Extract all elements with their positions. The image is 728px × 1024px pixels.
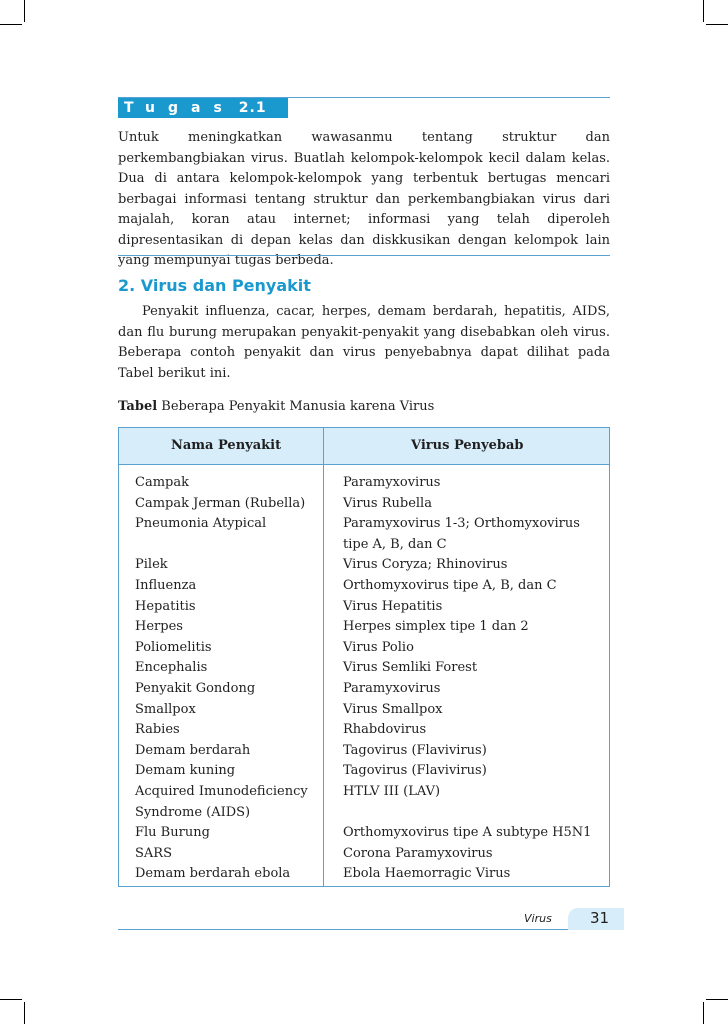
cell-disease: Poliomelitis: [135, 639, 212, 655]
tugas-header: [118, 97, 610, 118]
cell-virus: Ebola Haemorragic Virus: [343, 866, 511, 882]
crop-mark: [0, 999, 22, 1000]
cell-disease: Rabies: [135, 722, 180, 738]
crop-mark: [703, 0, 704, 22]
table-row: [119, 576, 609, 597]
cell-virus: Virus Smallpox: [343, 701, 443, 717]
cell-virus: Orthomyxovirus tipe A, B, dan C: [343, 577, 557, 593]
table-row: [119, 782, 609, 803]
tugas-bottom-rule: [118, 255, 610, 256]
cell-disease: SARS: [135, 845, 172, 861]
cell-virus: Tagovirus (Flavivirus): [343, 742, 487, 758]
tugas-text: Untuk meningkatkan wawasanmu tentang struktur dan perkembangbiakan virus. Buatlah kelompok-kelompok kecil dalam kelas. Dua di antara kelompok-kelompok yang terbentuk bertugas mencari berbagai informasi tentang struktur dan perkembangbiakan virus dari majalah, koran atau internet; informasi yang telah diperoleh dipresentasikan di depan kelas dan diskkusikan dengan kelompok lain yang mempunyai tugas berbeda.: [118, 130, 610, 268]
cell-virus: Virus Rubella: [343, 495, 432, 511]
tugas-label: [118, 98, 288, 118]
table-row: [119, 597, 609, 618]
tugas-paragraph: [118, 128, 610, 272]
cell-virus: Herpes simplex tipe 1 dan 2: [343, 619, 529, 635]
cell-virus: Corona Paramyxovirus: [343, 845, 493, 861]
chapter-label: Virus: [524, 912, 552, 925]
cell-disease: Campak Jerman (Rubella): [135, 495, 306, 511]
cell-disease: Smallpox: [135, 701, 196, 717]
table-body: [119, 473, 609, 885]
table-caption-text: Beberapa Penyakit Manusia karena Virus: [157, 399, 435, 414]
crop-mark: [0, 24, 22, 25]
section-title: 2. Virus dan Penyakit: [118, 276, 311, 295]
virus-table: [118, 427, 610, 887]
table-row: [119, 679, 609, 700]
cell-virus: tipe A, B, dan C: [343, 536, 447, 552]
cell-disease: Flu Burung: [135, 825, 210, 841]
cell-virus: Paramyxovirus: [343, 475, 441, 490]
table-header: [119, 428, 609, 465]
page-number: 31: [590, 909, 610, 927]
cell-disease: Pneumonia Atypical: [135, 516, 267, 532]
table-row: [119, 658, 609, 679]
table-row: [119, 803, 609, 824]
cell-disease: Demam berdarah ebola: [135, 866, 291, 882]
cell-disease: Herpes: [135, 619, 183, 635]
section-text: Penyakit influenza, cacar, herpes, demam berdarah, hepatitis, AIDS, dan flu burung merupakan penyakit-penyakit yang disebabkan oleh virus. Beberapa contoh penyakit dan virus penyebabnya dapat dilihat pada Tabel berikut ini.: [118, 304, 610, 381]
table-row: [119, 844, 609, 865]
cell-virus: Paramyxovirus: [343, 680, 441, 696]
cell-virus: Rhabdovirus: [343, 722, 427, 738]
cell-virus: HTLV III (LAV): [343, 783, 441, 799]
table-row: [119, 535, 609, 556]
table-row: [119, 864, 609, 885]
crop-mark: [24, 1002, 25, 1024]
cell-disease: Acquired Imunodeficiency: [135, 783, 308, 799]
table-row: [119, 514, 609, 535]
cell-virus: Virus Coryza; Rhinovirus: [343, 557, 508, 573]
footer-rule: [118, 929, 610, 930]
cell-disease: Hepatitis: [135, 598, 196, 614]
table-row: [119, 638, 609, 659]
crop-mark: [24, 0, 25, 22]
cell-disease: Pilek: [135, 557, 168, 573]
table-row: [119, 494, 609, 515]
crop-mark: [706, 24, 728, 25]
table-row: [119, 720, 609, 741]
cell-disease: Encephalis: [135, 660, 208, 676]
cell-virus: Virus Hepatitis: [343, 598, 443, 614]
header-disease: Nama Penyakit: [171, 438, 282, 453]
cell-disease: Campak: [135, 475, 189, 490]
table-row: [119, 617, 609, 638]
cell-virus: Virus Semliki Forest: [343, 660, 478, 676]
tugas-word: Tugas: [124, 100, 235, 116]
table-caption: [118, 399, 434, 414]
crop-mark: [706, 999, 728, 1000]
tugas-number: 2.1: [238, 100, 267, 116]
table-row: [119, 473, 609, 494]
cell-disease: Demam kuning: [135, 763, 236, 779]
table-row: [119, 741, 609, 762]
section-paragraph: [118, 302, 610, 384]
cell-disease: Influenza: [135, 577, 197, 593]
table-row: [119, 700, 609, 721]
cell-virus: Tagovirus (Flavivirus): [343, 763, 487, 779]
table-row: [119, 761, 609, 782]
cell-disease: Penyakit Gondong: [135, 680, 256, 696]
header-virus: Virus Penyebab: [411, 438, 524, 453]
cell-virus: Paramyxovirus 1-3; Orthomyxovirus: [343, 516, 580, 532]
table-caption-label: Tabel: [118, 399, 158, 414]
cell-virus: Orthomyxovirus tipe A subtype H5N1: [343, 825, 592, 841]
table-row: [119, 555, 609, 576]
crop-mark: [703, 1002, 704, 1024]
cell-disease: Demam berdarah: [135, 742, 251, 758]
cell-virus: Virus Polio: [343, 639, 414, 655]
cell-disease: Syndrome (AIDS): [135, 804, 251, 820]
table-row: [119, 823, 609, 844]
